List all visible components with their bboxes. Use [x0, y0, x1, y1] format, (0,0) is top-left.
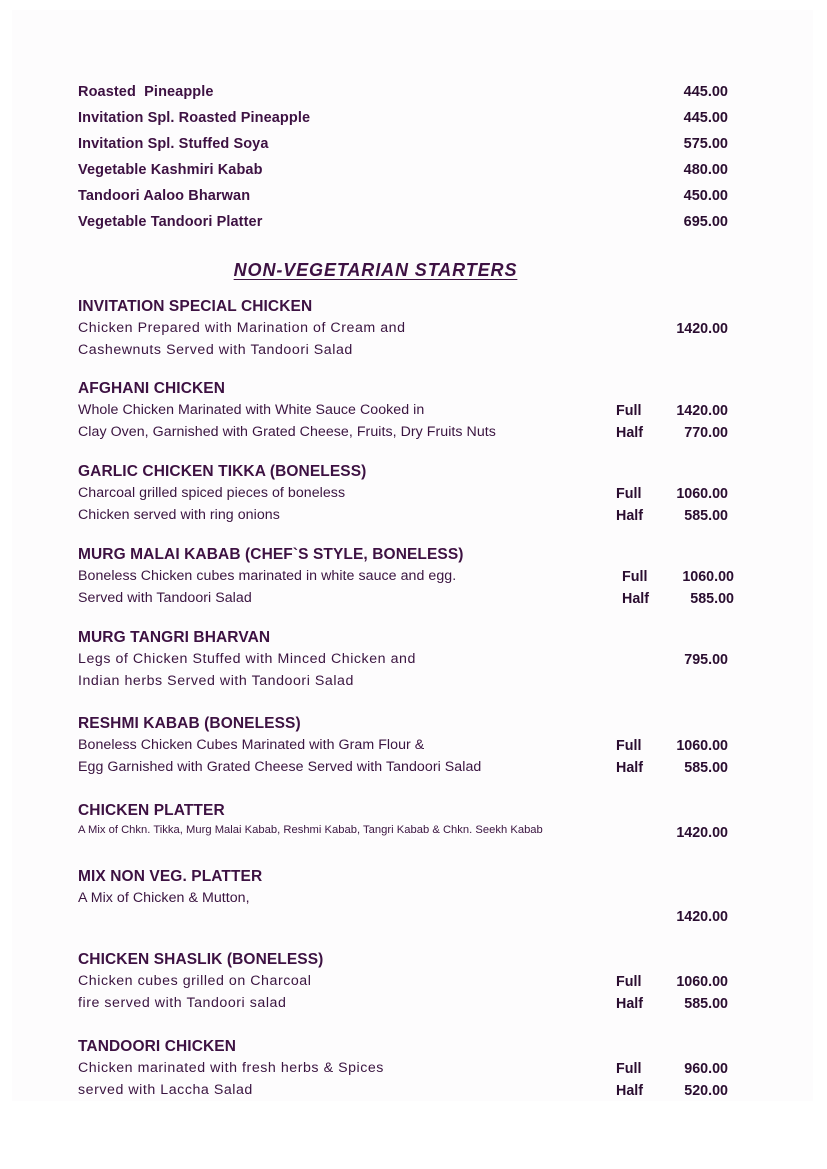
- dish-title: TANDOORI CHICKEN: [78, 1038, 237, 1055]
- dish-body: [78, 483, 728, 527]
- dish-description-line: Boneless Chicken cubes marinated in white sauce and egg.: [78, 568, 457, 584]
- dish-description: [78, 400, 496, 443]
- dish-description-line: Egg Garnished with Grated Cheese Served with Tandoori Salad: [78, 758, 482, 775]
- dish-price-full: 1060.00: [676, 974, 728, 990]
- dish-price-column: [616, 1058, 728, 1102]
- dish-price-row-half: [622, 589, 734, 611]
- dish-description-line: Chicken marinated with fresh herbs & Spices: [78, 1060, 384, 1076]
- dish-price-row-full: [616, 972, 728, 994]
- dish-body: [78, 566, 734, 610]
- dish-block: [78, 379, 728, 444]
- dish-price-half: 520.00: [684, 1082, 728, 1099]
- dish-price-column: [616, 971, 728, 1015]
- dish-title: CHICKEN SHASLIK (BONELESS): [78, 951, 324, 968]
- portion-label-full: Full: [622, 569, 648, 585]
- dish-title: AFGHANI CHICKEN: [78, 380, 226, 397]
- dish-price-row-full: [616, 401, 728, 423]
- dish-title: MURG MALAI KABAB (CHEF`S STYLE, BONELESS): [78, 546, 464, 563]
- dish-price-row: [616, 889, 728, 929]
- section-heading-non-vegetarian-starters: NON-VEGETARIAN STARTERS: [233, 260, 518, 280]
- menu-item-price: 450.00: [683, 188, 728, 204]
- menu-content: [78, 84, 734, 1114]
- dish-price-full: 1060.00: [676, 738, 728, 754]
- dish-description-line: Indian herbs Served with Tandoori Salad: [78, 672, 354, 689]
- dish-body: [78, 971, 728, 1015]
- menu-item-row: [78, 214, 728, 240]
- dish-price-column: [616, 483, 728, 527]
- menu-item-price: 445.00: [683, 110, 728, 126]
- dish-price-row-full: [622, 567, 734, 589]
- dish-price-row-half: [616, 423, 728, 445]
- dish-price-row-half: [616, 1081, 728, 1103]
- portion-label-full: Full: [616, 403, 642, 419]
- dish-description: [78, 822, 543, 839]
- menu-item-row: [78, 84, 728, 110]
- dish-body: [78, 649, 728, 692]
- dish-price-row-full: [616, 484, 728, 506]
- dish-price-half: 770.00: [684, 424, 728, 441]
- dish-price-column: [616, 735, 728, 779]
- dish-description-line: Clay Oven, Garnished with Grated Cheese, Fruits, Dry Fruits Nuts: [78, 423, 496, 440]
- menu-item-price: 695.00: [683, 214, 728, 230]
- portion-label-full: Full: [616, 738, 642, 754]
- dish-description-line: Chicken Prepared with Marination of Cream and: [78, 320, 406, 336]
- dish-price-full: 1060.00: [682, 569, 734, 585]
- dish-price: 795.00: [684, 652, 728, 668]
- dish-description-line: Chicken cubes grilled on Charcoal: [78, 973, 312, 989]
- dish-title: RESHMI KABAB (BONELESS): [78, 715, 301, 732]
- dish-description-line: served with Laccha Salad: [78, 1081, 253, 1098]
- dish-description-line: Boneless Chicken Cubes Marinated with Gram Flour &: [78, 737, 425, 753]
- dish-body: [78, 735, 728, 779]
- dish-block: [78, 628, 728, 692]
- dish-price: 1420.00: [676, 825, 728, 841]
- portion-label-half: Half: [616, 1082, 644, 1099]
- dish-description: [78, 318, 406, 361]
- menu-item-row: [78, 136, 728, 162]
- menu-item-name: Roasted Pineapple: [78, 84, 214, 100]
- dish-description-line: Charcoal grilled spiced pieces of boneless: [78, 485, 346, 501]
- portion-label-half: Half: [616, 424, 644, 441]
- menu-item-name: Invitation Spl. Roasted Pineapple: [78, 110, 311, 126]
- dish-body: [78, 318, 728, 361]
- dish-body: [78, 1058, 728, 1102]
- dish-block: [78, 297, 728, 361]
- menu-item-row: [78, 188, 728, 214]
- dish-price-half: 585.00: [684, 759, 728, 776]
- dish-price-column: [616, 400, 728, 444]
- dish-description: [78, 888, 250, 910]
- menu-item-price: 480.00: [683, 162, 728, 178]
- portion-label-full: Full: [616, 974, 642, 990]
- dish-price-half: 585.00: [684, 507, 728, 524]
- dish-block: [78, 950, 728, 1015]
- menu-item-row: [78, 162, 728, 188]
- dish-description: [78, 971, 311, 1014]
- menu-item-name: Invitation Spl. Stuffed Soya: [78, 136, 269, 152]
- dish-title: CHICKEN PLATTER: [78, 802, 225, 819]
- dish-description-line: A Mix of Chicken & Mutton,: [78, 889, 250, 906]
- dish-block: [78, 462, 728, 527]
- menu-item-row: [78, 110, 728, 136]
- dish-price-row-full: [616, 1059, 728, 1081]
- dish-price-column: [622, 566, 734, 610]
- dish-description-line: Whole Chicken Marinated with White Sauce Cooked in: [78, 402, 425, 418]
- dish-price-row: [616, 319, 728, 341]
- portion-label-full: Full: [616, 1061, 642, 1077]
- dish-block: [78, 867, 728, 929]
- dish-price-column: [616, 822, 728, 845]
- dish-description: [78, 649, 416, 692]
- portion-label-half: Half: [616, 759, 644, 776]
- vegetarian-items-list: [78, 84, 728, 240]
- dish-description: [78, 1058, 384, 1101]
- dish-description-line: Served with Tandoori Salad: [78, 589, 252, 606]
- portion-label-half: Half: [622, 590, 650, 607]
- dish-block: [78, 1037, 728, 1102]
- dish-price-column: [616, 649, 728, 672]
- dish-price-column: [616, 888, 728, 929]
- dish-price-full: 1420.00: [676, 403, 728, 419]
- portion-label-half: Half: [616, 507, 644, 524]
- dish-price-row-half: [616, 994, 728, 1016]
- menu-item-name: Tandoori Aaloo Bharwan: [78, 188, 251, 204]
- dish-description-line: Cashewnuts Served with Tandoori Salad: [78, 341, 353, 358]
- dish-price-row: [616, 823, 728, 845]
- dish-block: [78, 545, 734, 610]
- dish-title: MURG TANGRI BHARVAN: [78, 629, 271, 646]
- dish-price-half: 585.00: [684, 995, 728, 1012]
- dish-price-row-full: [616, 736, 728, 758]
- menu-item-name: Vegetable Kashmiri Kabab: [78, 162, 263, 178]
- dish-block: [78, 714, 728, 779]
- portion-label-half: Half: [616, 995, 644, 1012]
- dish-title: MIX NON VEG. PLATTER: [78, 867, 263, 885]
- dish-title: INVITATION SPECIAL CHICKEN: [78, 298, 313, 315]
- menu-item-price: 445.00: [683, 84, 728, 100]
- dish-body: [78, 888, 728, 929]
- dish-price-half: 585.00: [690, 590, 734, 607]
- menu-item-name: Vegetable Tandoori Platter: [78, 214, 263, 230]
- dish-price: 1420.00: [676, 321, 728, 337]
- dish-price-full: 1060.00: [676, 486, 728, 502]
- dish-description: [78, 566, 456, 609]
- dish-price-row-half: [616, 758, 728, 780]
- dish-description-line: Legs of Chicken Stuffed with Minced Chicken and: [78, 651, 416, 667]
- dish-price-row-half: [616, 506, 728, 528]
- menu-item-price: 575.00: [683, 136, 728, 152]
- dish-price-row: [616, 650, 728, 672]
- portion-label-full: Full: [616, 486, 642, 502]
- dish-body: [78, 822, 728, 845]
- dish-description: [78, 483, 345, 526]
- dish-block: [78, 801, 728, 845]
- dish-body: [78, 400, 728, 444]
- dish-price: 1420.00: [676, 908, 728, 925]
- dish-description-line: Chicken served with ring onions: [78, 506, 280, 523]
- dish-description: [78, 735, 481, 778]
- dish-price-full: 960.00: [684, 1061, 728, 1077]
- dish-title: GARLIC CHICKEN TIKKA (BONELESS): [78, 463, 367, 480]
- dish-description-line: fire served with Tandoori salad: [78, 994, 287, 1011]
- dish-description-line: A Mix of Chkn. Tikka, Murg Malai Kabab, Reshmi Kabab, Tangri Kabab & Chkn. Seekh Kabab: [78, 824, 543, 836]
- dish-price-column: [616, 318, 728, 341]
